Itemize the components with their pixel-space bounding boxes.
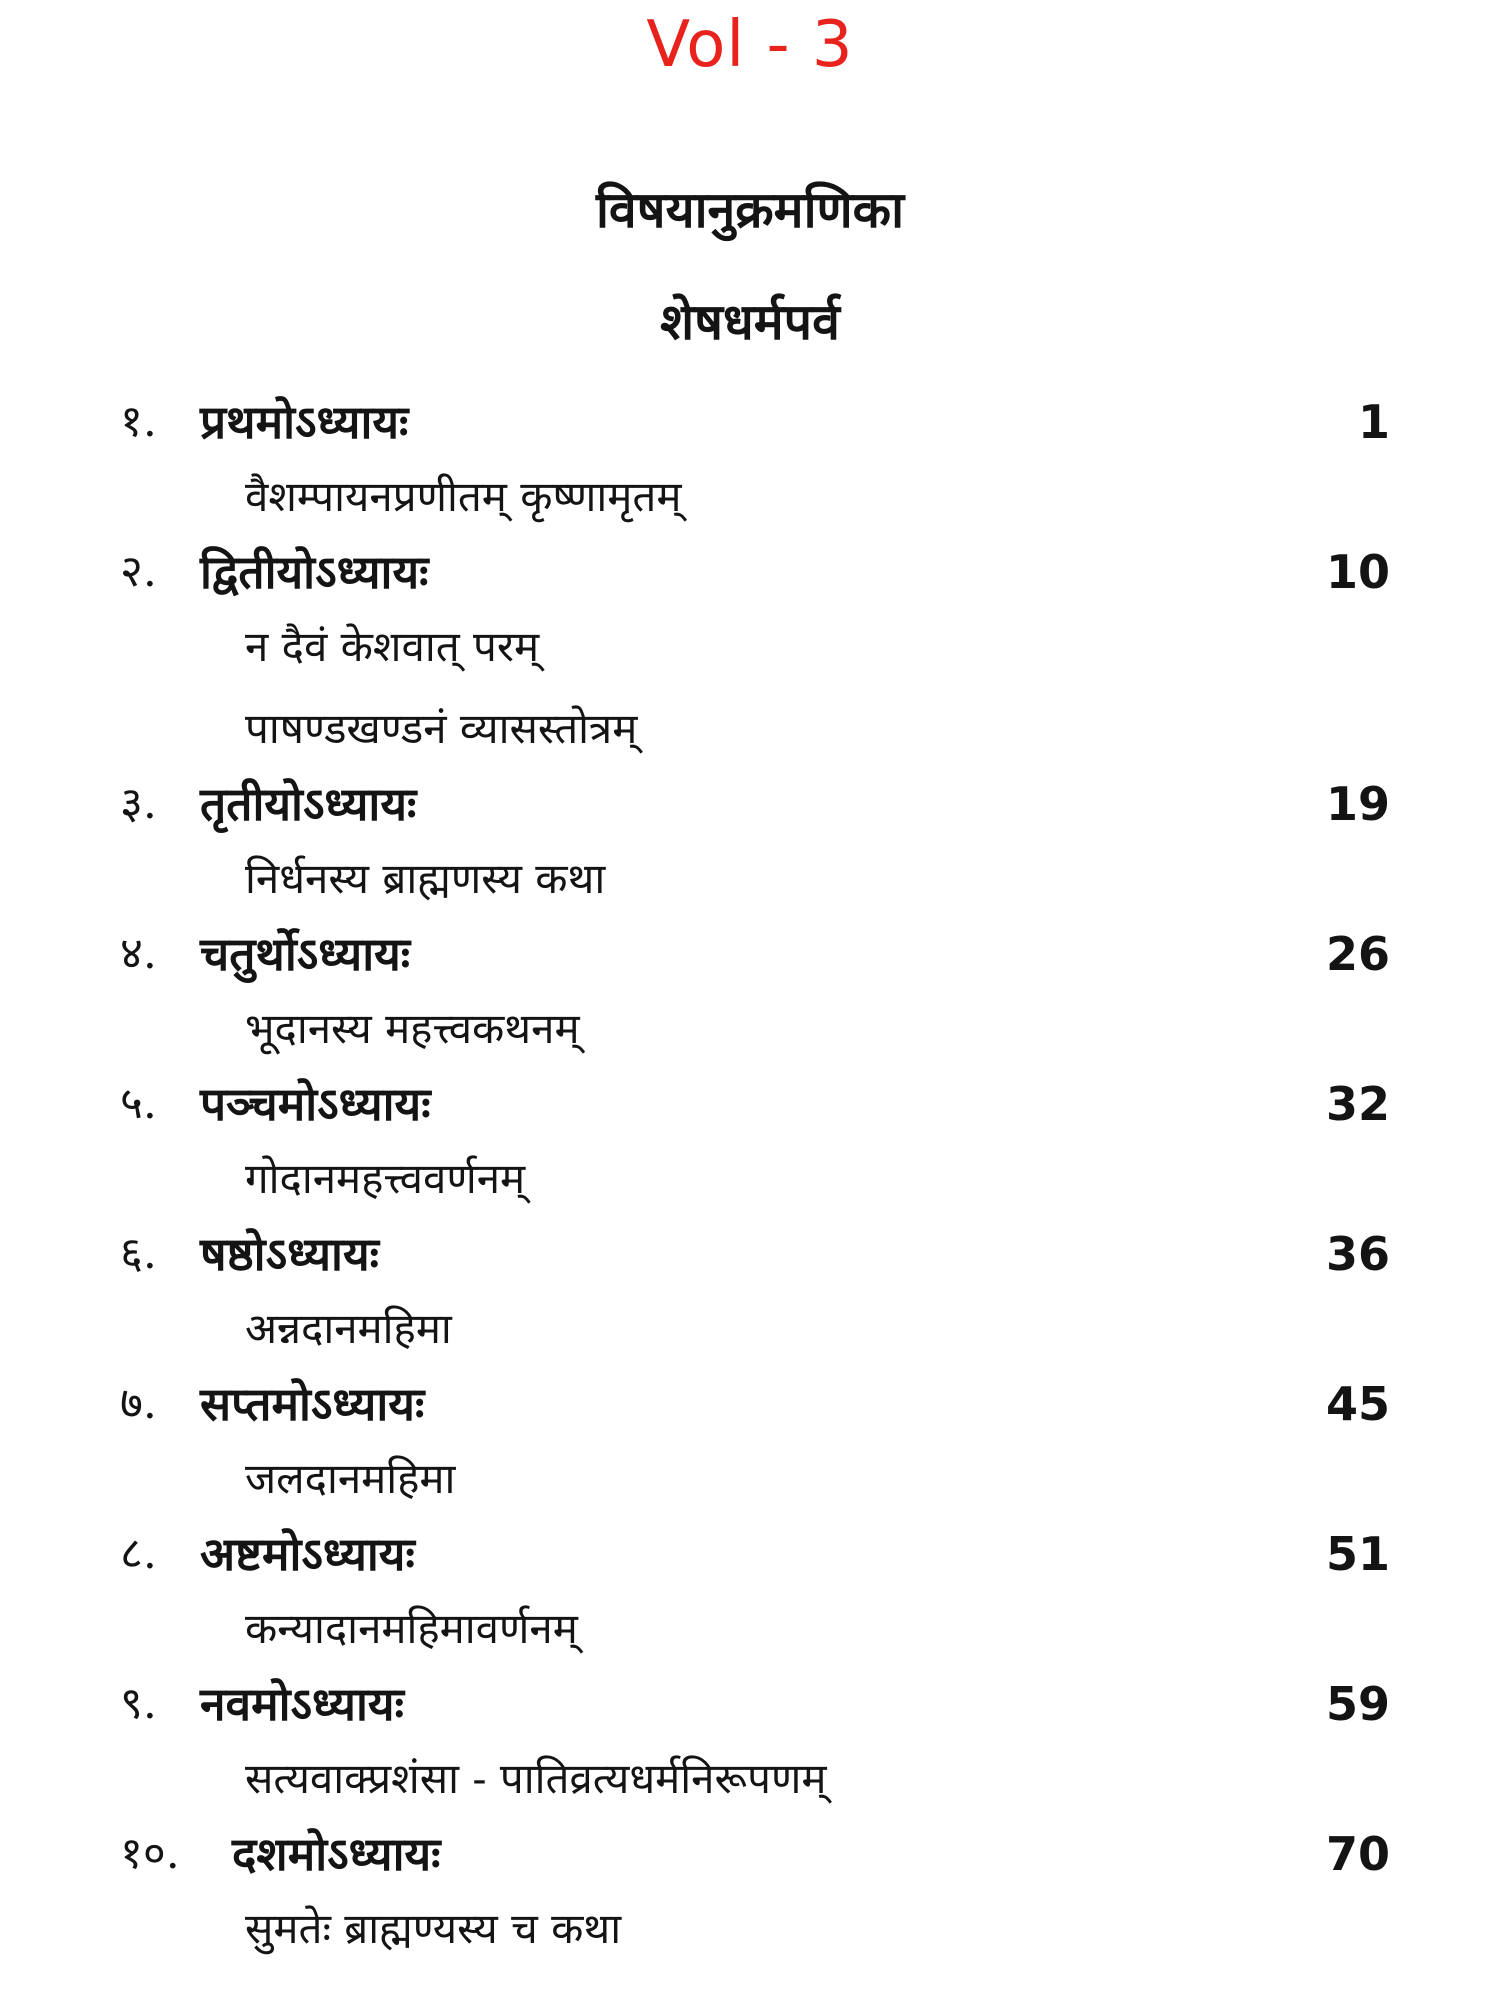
chapter-number: २. (120, 546, 157, 597)
chapter-title: पञ्चमोऽध्यायः (200, 1077, 431, 1131)
chapter-title: चतुर्थोऽध्यायः (200, 927, 411, 981)
chapter-page-number: 70 (1325, 1827, 1390, 1881)
chapter-heading (120, 1370, 1390, 1438)
chapter-heading (120, 1070, 1390, 1138)
chapter-9 (120, 1670, 1390, 1820)
chapter-number: ५. (120, 1078, 157, 1129)
chapter-heading (120, 538, 1390, 606)
chapter-list (120, 388, 1390, 1970)
chapter-heading (120, 1520, 1390, 1588)
chapter-number: ८. (120, 1528, 157, 1579)
chapter-number: ४. (120, 928, 157, 979)
chapter-3 (120, 770, 1390, 920)
chapter-heading (120, 1670, 1390, 1738)
subtopic: न दैवं केशवात् परम् (245, 622, 540, 671)
subtopic: अन्नदानमहिमा (245, 1304, 452, 1353)
chapter-number: १. (120, 396, 157, 447)
chapter-10 (120, 1820, 1390, 1970)
subtopic: वैशम्पायनप्रणीतम् कृष्णामृतम् (245, 472, 682, 521)
subtopic: कन्यादानमहिमावर्णनम् (245, 1604, 578, 1653)
chapter-page-number: 10 (1325, 545, 1390, 599)
chapter-8 (120, 1520, 1390, 1670)
chapter-4 (120, 920, 1390, 1070)
chapter-title: नवमोऽध्यायः (200, 1677, 404, 1731)
chapter-title: अष्टमोऽध्यायः (200, 1527, 415, 1581)
chapter-title: प्रथमोऽध्यायः (200, 395, 409, 449)
chapter-heading (120, 1220, 1390, 1288)
chapter-heading (120, 770, 1390, 838)
chapter-page-number: 59 (1325, 1677, 1390, 1731)
chapter-heading (120, 1820, 1390, 1888)
chapter-number: ७. (120, 1378, 157, 1429)
chapter-1 (120, 388, 1390, 538)
section-title: शेषधर्मपर्व (660, 292, 840, 351)
subtopic: पाषण्डखण्डनं व्यासस्तोत्रम् (245, 704, 638, 753)
chapter-number: ६. (120, 1228, 157, 1279)
chapter-page-number: 45 (1325, 1377, 1390, 1431)
chapter-title: सप्तमोऽध्यायः (200, 1377, 425, 1431)
subtopic: गोदानमहत्त्ववर्णनम् (245, 1154, 526, 1203)
chapter-6 (120, 1220, 1390, 1370)
chapter-7 (120, 1370, 1390, 1520)
chapter-title: तृतीयोऽध्यायः (200, 777, 417, 831)
chapter-heading (120, 920, 1390, 988)
chapter-page-number: 51 (1325, 1527, 1390, 1581)
chapter-title: द्वितीयोऽध्यायः (200, 545, 429, 599)
chapter-number: ९. (120, 1678, 157, 1729)
chapter-page-number: 26 (1325, 927, 1390, 981)
subtopic: सुमतेः ब्राह्मण्यस्य च कथा (245, 1904, 622, 1953)
chapter-page-number: 32 (1325, 1077, 1390, 1131)
chapter-number: ३. (120, 778, 157, 829)
chapter-number: १०. (120, 1828, 180, 1879)
chapter-title: दशमोऽध्यायः (232, 1827, 441, 1881)
volume-label: Vol - 3 (646, 8, 854, 82)
chapter-page-number: 36 (1325, 1227, 1390, 1281)
chapter-heading (120, 388, 1390, 456)
chapter-page-number: 1 (1357, 395, 1390, 449)
chapter-page-number: 19 (1325, 777, 1390, 831)
subtopic: जलदानमहिमा (245, 1454, 456, 1503)
chapter-5 (120, 1070, 1390, 1220)
subtopic: सत्यवाक्प्रशंसा - पातिव्रत्यधर्मनिरूपणम् (245, 1754, 827, 1803)
chapter-title: षष्ठोऽध्यायः (200, 1227, 379, 1281)
toc-title: विषयानुक्रमणिका (595, 180, 905, 239)
subtopic: निर्धनस्य ब्राह्मणस्य कथा (245, 854, 606, 903)
subtopic: भूदानस्य महत्त्वकथनम् (245, 1004, 580, 1053)
chapter-2 (120, 538, 1390, 770)
